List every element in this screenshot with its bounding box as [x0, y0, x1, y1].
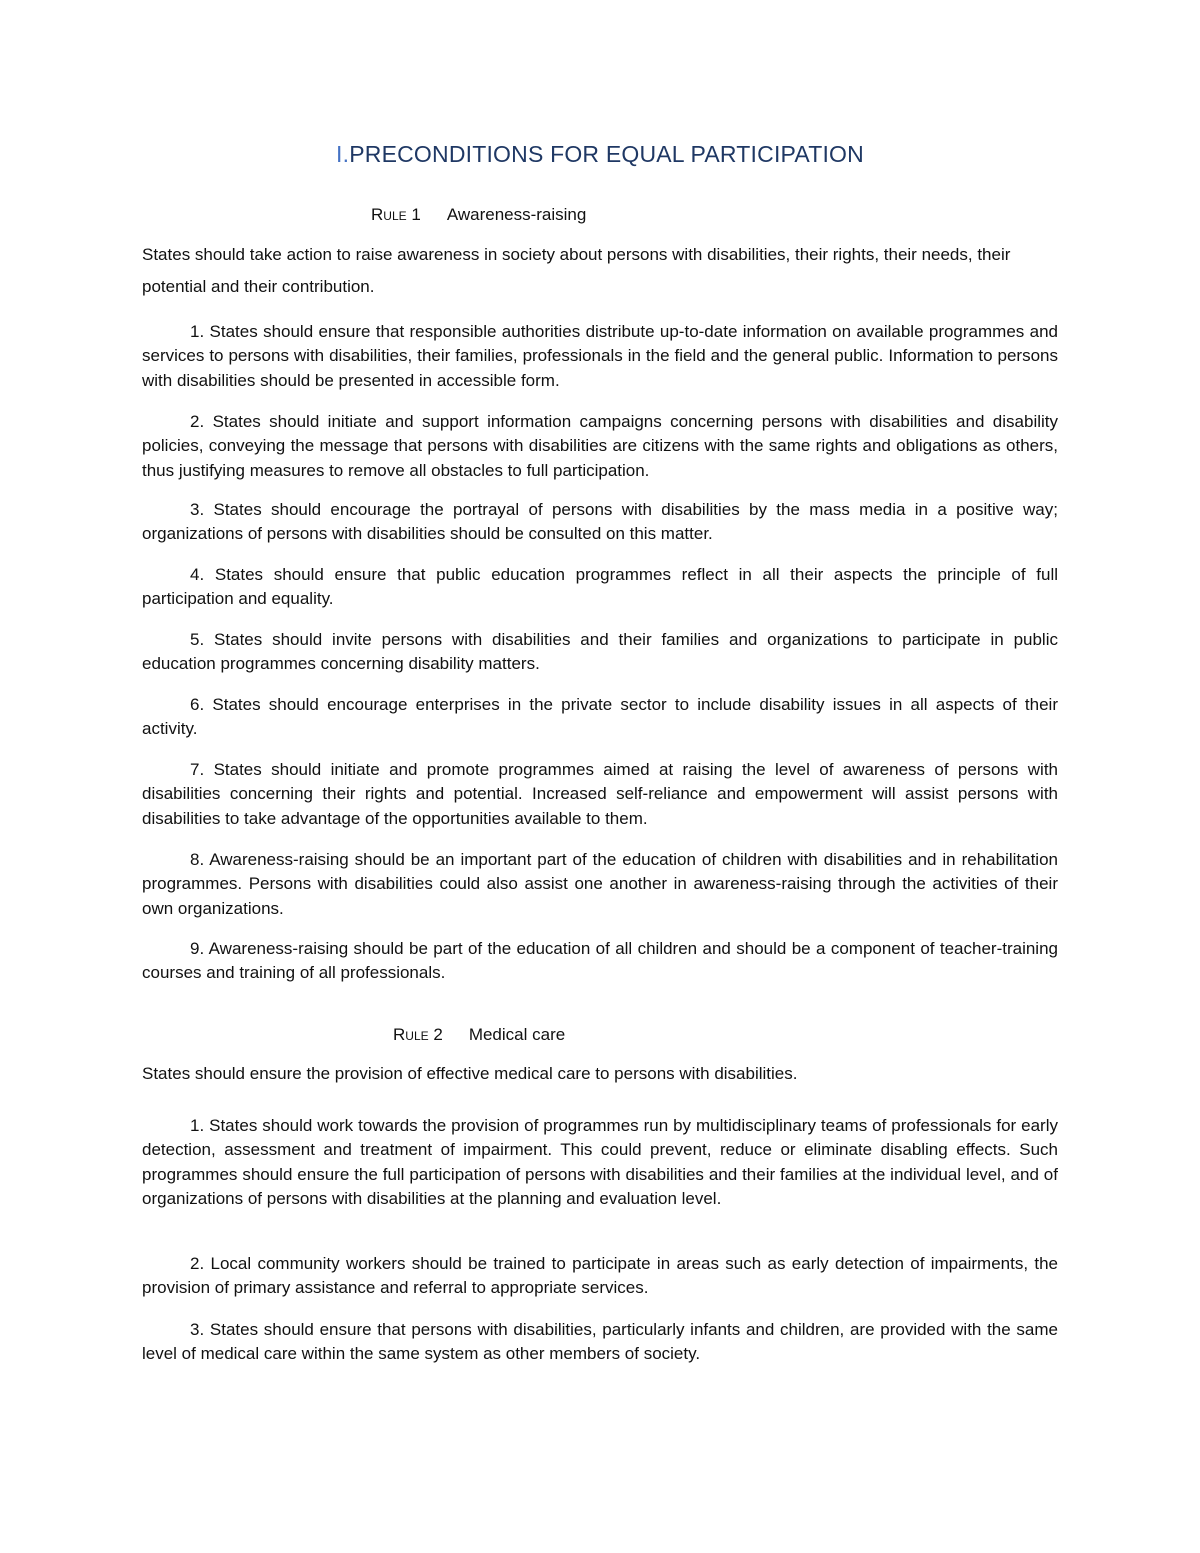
- section-title: PRECONDITIONS FOR EQUAL PARTICIPATION: [349, 141, 864, 167]
- rule-1-item-6: 6. States should encourage enterprises in the private sector to include disability issues in all aspects of their activity.: [142, 695, 1058, 739]
- rule-1-item-4: 4. States should ensure that public education programmes reflect in all their aspects the principle of full participation and equality.: [142, 565, 1058, 609]
- rule-1-item-1: 1. States should ensure that responsible authorities distribute up-to-date information on available programmes and services to persons with disabilities, their families, professionals in the field and the general public. Information to persons with disabilities should be presented in accessible form.: [142, 322, 1058, 390]
- rule-1-intro: States should take action to raise awareness in society about persons with disabilities, their rights, their needs, their potential and their contribution.: [142, 245, 1011, 296]
- rule-1-label: Rule 1: [371, 205, 421, 224]
- rule-1-item-3: 3. States should encourage the portrayal of persons with disabilities by the mass media in a positive way; organizations of persons with disabilities should be consulted on this matter.: [142, 500, 1058, 544]
- rule-2-name: Medical care: [468, 1025, 566, 1044]
- rule-2-title: [393, 1025, 565, 1045]
- rule-2-item-1: 1. States should work towards the provision of programmes run by multidisciplinary teams of professionals for early detection, assessment and treatment of impairment. This could prevent, reduce or eliminate disabling effects. Such programmes should ensure the full participation of persons with disabilities and their families at the individual level, and of organizations of persons with disabilities at the planning and evaluation level.: [142, 1116, 1058, 1209]
- rule-1-item-5: 5. States should invite persons with disabilities and their families and organizations to participate in public education programmes concerning disability matters.: [142, 630, 1058, 674]
- rule-1-item-9: 9. Awareness-raising should be part of the education of all children and should be a component of teacher-training courses and training of all professionals.: [142, 939, 1058, 983]
- rule-1-item-7: 7. States should initiate and promote programmes aimed at raising the level of awareness of persons with disabilities concerning their rights and potential. Increased self-reliance and empowerment will assist persons with disabilities to take advantage of the opportunities available to them.: [142, 760, 1058, 828]
- rule-1-item-2: 2. States should initiate and support information campaigns concerning persons with disabilities and disability policies, conveying the message that persons with disabilities are citizens with the same rights and obligations as others, thus justifying measures to remove all obstacles to full participation.: [142, 412, 1058, 480]
- rule-2-intro: States should ensure the provision of effective medical care to persons with disabilities.: [142, 1064, 798, 1083]
- section-heading: [0, 141, 1200, 168]
- rule-2-item-2: 2. Local community workers should be trained to participate in areas such as early detection of impairments, the provision of primary assistance and referral to appropriate services.: [142, 1254, 1058, 1298]
- rule-1-item-8: 8. Awareness-raising should be an important part of the education of children with disabilities and in rehabilitation programmes. Persons with disabilities could also assist one another in awareness-raising through the activities of their own organizations.: [142, 850, 1058, 918]
- section-number: I.: [336, 141, 350, 167]
- rule-1-title: [371, 205, 586, 225]
- rule-2-item-3: 3. States should ensure that persons with disabilities, particularly infants and children, are provided with the same level of medical care within the same system as other members of society.: [142, 1320, 1058, 1364]
- rule-2-label: Rule 2: [393, 1025, 443, 1044]
- rule-1-name: Awareness-raising: [446, 205, 587, 224]
